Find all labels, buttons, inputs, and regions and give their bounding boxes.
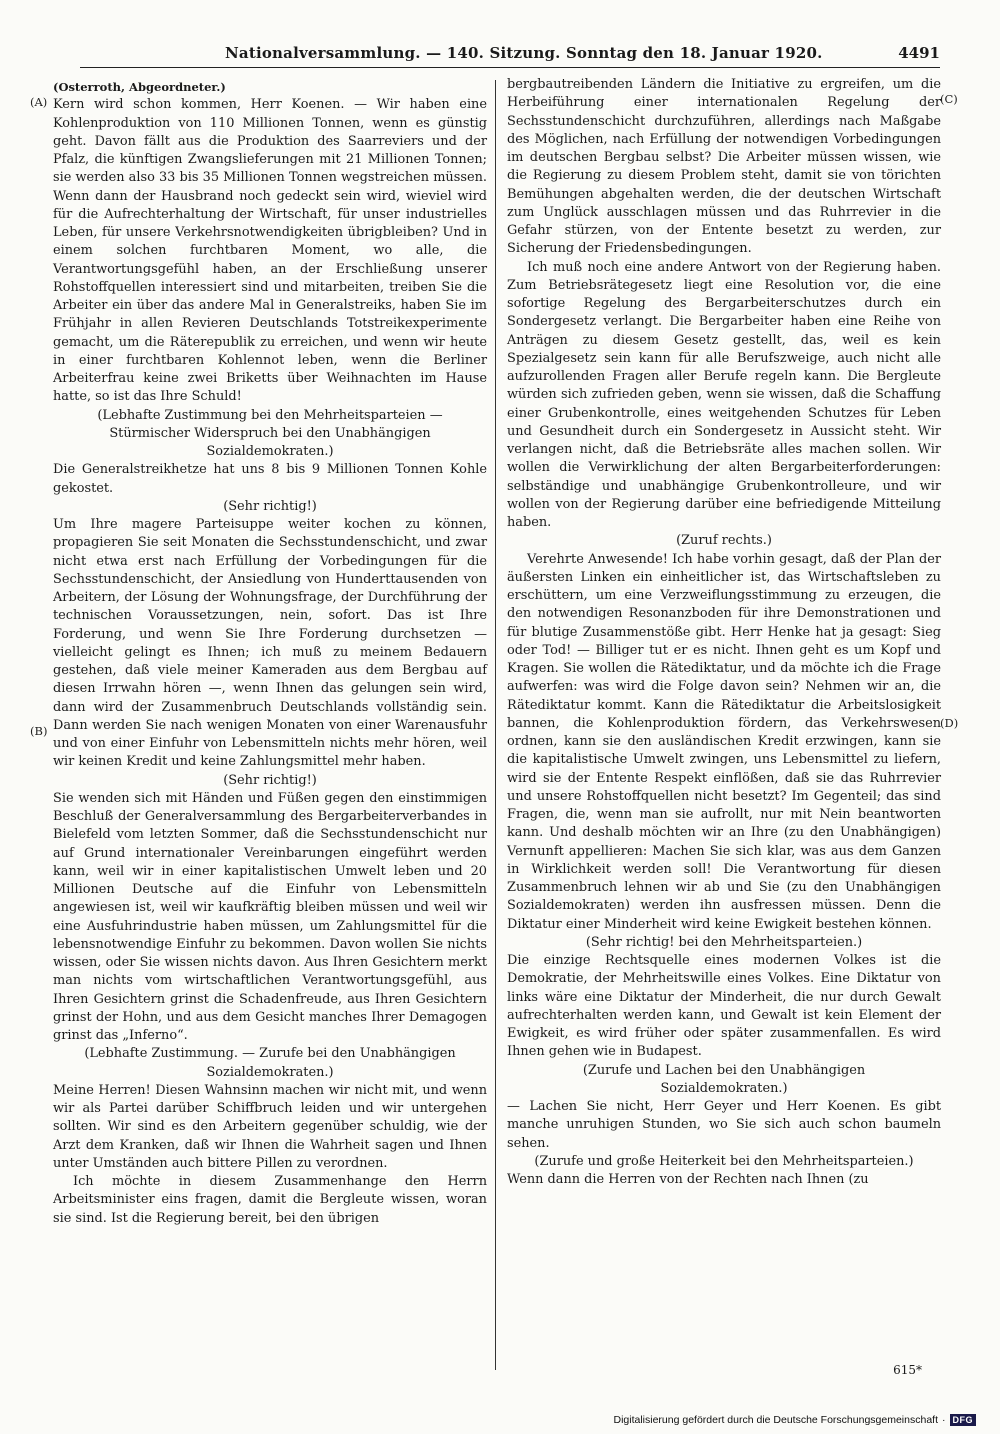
margin-marker-b: (B) <box>30 724 48 738</box>
interjection: (Sehr richtig!) <box>223 498 317 514</box>
interjection: (Lebhafte Zustimmung bei den Mehrheitsparteien — Stürmischer Widerspruch bei den Unabhängigen Sozialdemokraten.) <box>97 407 443 459</box>
header-rule <box>80 67 940 68</box>
interjection: (Zurufe und große Heiterkeit bei den Mehrheitsparteien.) <box>534 1153 914 1169</box>
paragraph: Um Ihre magere Parteisuppe weiter kochen zu können, propagieren Sie seit Monaten die Sechsstundenschicht, und zwar nicht etwa erst nach Erfüllung der Vorbedingungen für die Sechsstundenschicht, der Ansiedlung von Hunderttausenden von Arbeitern, der Lösung der Wohnungsfrage, der Durchführung der technischen Voraussetzungen, nein, sofort. Das ist Ihre Forderung, und wenn Sie Ihre Forderung durchsetzen — vielleicht gelingt es Ihnen; ich muß zu meinem Bedauern gestehen, daß viele meiner Kameraden aus dem Bergbau auf diesen Irrwahn hören —, wenn Ihnen das gelungen sein wird, dann wird der Zusammenbruch Deutschlands vollständig sein. Dann werden Sie nach wenigen Monaten von einer Warenausfuhr und von einer Einfuhr von Lebensmitteln nichts mehr hören, weil wir keinen Kredit und keine Zahlungsmittel mehr haben. <box>53 517 487 770</box>
page-header <box>40 40 940 64</box>
footer-separator: · <box>942 1414 946 1426</box>
interjection: (Zuruf rechts.) <box>676 533 772 549</box>
page-number: 4491 <box>898 44 940 62</box>
right-column <box>507 76 941 1189</box>
paragraph: Ich muß noch eine andere Antwort von der Regierung haben. Zum Betriebsrätegesetz liegt eine Resolution vor, die eine sofortige Regelung des Bergarbeiterschutzes durch ein Sondergesetz verlangt. Die Bergarbeiter haben eine Reihe von Anträgen zu diesem Gesetz gestellt, das, weil es kein Spezialgesetz sein kann für alle Berufszweige, auch nicht alle aufzurollenden Fragen aller Berufe regeln kann. Die Bergleute würden sich zufrieden geben, wenn sie wissen, daß die Schaffung einer Grubenkontrolle, eines weitgehenden Schutzes für Leben und Gesundheit durch ein Sondergesetz in Aussicht steht. Wir verlangen nicht, daß die Betriebsräte alles machen sollen. Wir wollen die Verwirklichung der alten Bergarbeiterforderungen: selbständige und unabhängige Grubenkontrolleure, und wir wollen von der Regierung darüber eine befriedigende Mitteilung haben. <box>507 259 941 530</box>
speaker-label: (Osterroth, Abgeordneter.) <box>53 80 226 94</box>
paragraph: Wenn dann die Herren von der Rechten nach Ihnen (zu <box>507 1172 869 1187</box>
paragraph: Sie wenden sich mit Händen und Füßen gegen den einstimmigen Beschluß der Generalversammlung des Bergarbeiterverbandes in Bielefeld vom letzten Sommer, daß die Sechsstundenschicht nur auf Grund internationaler Vereinbarungen eingeführt werden kann, weil wir in einer kapitalistischen Umwelt leben und 20 Millionen Deutsche auf die Einfuhr von Lebensmitteln angewiesen ist, weil wir kaufkräftig bleiben müssen und weil wir eine Ausfuhrindustrie haben müssen, um Zahlungsmittel für die lebensnotwendige Einfuhr zu bekommen. Davon wollen Sie nichts wissen, oder Sie wissen nichts davon. Aus Ihren Gesichtern merkt man nichts vom wirtschaftlichen Verantwortungsgefühl, aus Ihren Gesichtern grinst die Schadenfreude, aus Ihren Gesichtern grinst der Hohn, und aus dem Gesicht manches Ihrer Demagogen grinst das „Inferno“. <box>53 790 487 1043</box>
paragraph: bergbautreibenden Ländern die Initiative zu ergreifen, um die Herbeiführung einer internationalen Regelung der Sechsstundenschicht durchzuführen, allerdings nach Maßgabe des Möglichen, nach Erfüllung der notwendigen Vorbedingungen im deutschen Bergbau selbst? Die Arbeiter müssen wissen, wie die Regierung zu diesem Problem steht, damit sie von törichten Bemühungen abgehalten werden, die der deutschen Wirtschaft zum Unglück ausschlagen müssen und das Ruhrrevier in die Gefahr stürzen, von der Entente besetzt zu werden, zur Sicherung der Friedensbedingungen. <box>507 77 941 257</box>
paragraph: Kern wird schon kommen, Herr Koenen. — Wir haben eine Kohlenproduktion von 110 Millionen Tonnen, wenn es günstig geht. Davon fällt aus die Produktion des Saarreviers und der Pfalz, die künftigen Zwangslieferungen mit 21 Millionen Tonnen; sie werden also 33 bis 35 Millionen Tonnen wegstreichen müssen. Wenn dann der Hausbrand noch gedeckt sein wird, wieviel wird für die Aufrechterhaltung der Wirtschaft, für unser industrielles Leben, für unsere Verkehrsnotwendigkeiten übrigbleiben? Und in einem solchen furchtbaren Moment, wo alle, die Verantwortungsgefühl haben, an der Erschließung unserer Rohstoffquellen interessiert sind und mitarbeiten, treiben Sie die Arbeiter ein über das andere Mal in Generalstreiks, haben Sie im Frühjahr in allen Revieren Deutschlands Totstreikexperimente gemacht, um die Räterepublik zu erreichen, und wenn wir heute in einer furchtbaren Kohlennot leben, wenn die Berliner Arbeiterfrau keine zwei Briketts über Weihnachten im Hause hatte, so ist das Ihre Schuld! <box>53 97 487 405</box>
paragraph: Meine Herren! Diesen Wahnsinn machen wir nicht mit, und wenn wir als Partei darüber Schiffbruch leiden und wir untergehen sollten. Wir sind es den Arbeitern gegenüber schuldig, wie der Arzt dem Kranken, daß wir Ihnen die Wahrheit sagen und Ihnen unter Umständen auch bittere Pillen zu verordnen. <box>53 1082 487 1171</box>
margin-marker-a: (A) <box>30 95 48 109</box>
paragraph: Die Generalstreikhetze hat uns 8 bis 9 Millionen Tonnen Kohle gekostet. <box>53 462 487 496</box>
paragraph: — Lachen Sie nicht, Herr Geyer und Herr Koenen. Es gibt manche unruhigen Stunden, wo Sie sich auch schon baumeln sehen. <box>507 1099 941 1151</box>
column-divider <box>495 80 496 1370</box>
interjection: (Zurufe und Lachen bei den Unabhängigen Sozialdemokraten.) <box>582 1062 866 1096</box>
running-title: Nationalversammlung. — 140. Sitzung. Sonntag den 18. Januar 1920. <box>225 44 823 62</box>
dfg-logo-icon[interactable]: DFG <box>950 1414 977 1426</box>
left-column <box>53 76 487 1228</box>
paragraph: Die einzige Rechtsquelle eines modernen Volkes ist die Demokratie, der Mehrheitswille eines Volkes. Eine Diktatur von links wäre eine Diktatur der Minderheit, die nur durch Gewalt aufrechterhalten werden kann, und Gewalt ist kein Element der Ewigkeit, es wird früher oder später zusammenfallen. Es wird Ihnen gehen wie in Budapest. <box>507 953 941 1060</box>
margin-marker-c: (C) <box>940 92 958 106</box>
right-column-body <box>507 76 941 1189</box>
paragraph: Ich möchte in diesem Zusammenhange den Herrn Arbeitsminister eins fragen, damit die Bergleute wissen, woran sie sind. Ist die Regierung bereit, bei den übrigen <box>53 1174 487 1226</box>
interjection: (Sehr richtig!) <box>223 772 317 788</box>
interjection: (Sehr richtig! bei den Mehrheitsparteien.) <box>585 934 863 950</box>
left-column-body <box>53 96 487 1228</box>
interjection: (Lebhafte Zustimmung. — Zurufe bei den Unabhängigen Sozialdemokraten.) <box>84 1046 456 1080</box>
signature-mark: 615* <box>893 1363 922 1377</box>
paragraph: Verehrte Anwesende! Ich habe vorhin gesagt, daß der Plan der äußersten Linken ein einheitlicher ist, das Wirtschaftsleben zu erschüttern, um eine Verzweiflungsstimmung zu erzeugen, die den notwendigen Resonanzboden für ihre Demonstrationen und für blutige Zusammenstöße gibt. Herr Henke hat ja gesagt: Sieg oder Tod! — Billiger tut er es nicht. Ihnen geht es um Kopf und Kragen. Sie wollen die Rätediktatur, und da möchte ich die Frage aufwerfen: was wird die Folge davon sein? Nehmen wir an, die Rätediktatur kommt. Kann die Rätediktatur die Arbeitslosigkeit bannen, die Kohlenproduktion fördern, das Verkehrswesen ordnen, kann sie den ausländischen Kredit erzwingen, kann sie die kapitalistische Umwelt zwingen, uns Lebensmittel zu liefern, wird sie der Entente Respekt einflößen, daß sie das Ruhrrevier und unsere Rohstoffquellen nicht besetzt? Im Gegenteil; das sind Fragen, die, wenn man sie aufrollt, nur mit Nein beantworten kann. Und deshalb möchten wir an Ihre (zu den Unabhängigen) Vernunft appellieren: Machen Sie sich klar, was aus dem Ganzen in Wirklichkeit werden soll! Die Verantwortung für diesen Zusammenbruch lehnen wir ab und Sie (zu den Unabhängigen Sozialdemokraten) werden ihn ausfressen müssen. Denn die Diktatur einer Minderheit wird keine Ewigkeit bestehen können. <box>507 551 941 932</box>
margin-marker-d: (D) <box>940 716 959 730</box>
footer-credit: Digitalisierung gefördert durch die Deutsche Forschungsgemeinschaft <box>613 1414 938 1426</box>
footer <box>613 1414 976 1426</box>
